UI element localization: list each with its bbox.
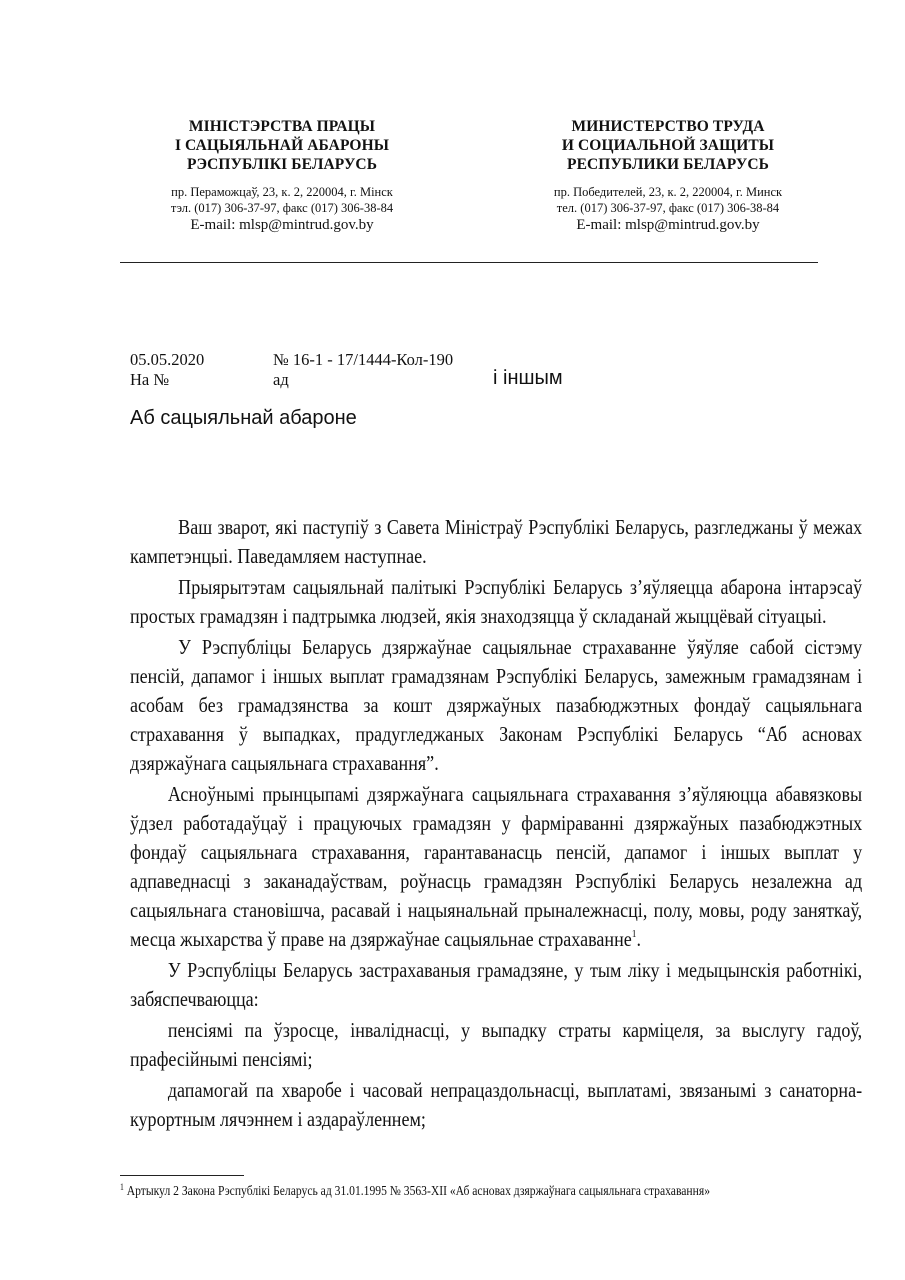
footnote-divider xyxy=(120,1175,244,1176)
email: E-mail: mlsp@mintrud.gov.by xyxy=(576,217,760,233)
footnote-text: Артыкул 2 Закона Рэспублікі Беларусь ад 31.01.1995 № 3563-XII «Аб асновах дзяржаўнага сацыяльнага страхавання» xyxy=(123,1183,711,1198)
footnote xyxy=(120,1182,851,1199)
letter-date: 05.05.2020 xyxy=(130,350,205,369)
paragraph-text: Асноўнымі прынцыпамі дзяржаўнага сацыяльнага страхавання з’яўляюцца абавязковы ўдзел работадаўцаў і працуючых грамадзян у фарміраванні дзяржаўных пазабюджэтных фондаў сацыяльнага страхавання, гарантаванасць пенсій, дапамог і іншых выплат у адпаведнасці з заканадаўствам, роўнасць грамадзян Рэспублікі Беларусь незалежна ад сацыяльнага становішча, расавай і нацыянальнай прыналежнасці, полу, мовы, роду заняткаў, месца жыхарства ў праве на дзяржаўнае сацыяльнае страхаванне xyxy=(130,782,863,951)
reference-from: ад xyxy=(273,370,289,389)
letterhead-belarusian xyxy=(112,117,452,234)
paragraph: Прыярытэтам сацыяльнай палітыкі Рэспублікі Беларусь з’яўляецца абарона інтарэсаў простых грамадзян і падтрымка людзей, якія знаходзяцца ў складанай жыццёвай сітуацыі. xyxy=(130,575,863,628)
letter-body xyxy=(130,513,862,1136)
org-line: МИНИСТЕРСТВО ТРУДА xyxy=(571,118,765,135)
paragraph: Ваш зварот, які паступіў з Савета Міністраў Рэспублікі Беларусь, разгледжаны ў межах кампетэнцыі. Паведамляем наступнае. xyxy=(130,515,863,568)
paragraph-end: . xyxy=(636,927,642,951)
org-line: РЕСПУБЛИКИ БЕЛАРУСЬ xyxy=(567,156,769,173)
contact-block-be xyxy=(112,184,452,234)
phone: тел. (017) 306-37-97, факс (017) 306-38-84 xyxy=(556,201,780,215)
letter-subject: Аб сацыяльнай абароне xyxy=(130,407,357,429)
letterhead-russian xyxy=(488,117,848,234)
org-line: МІНІСТЭРСТВА ПРАЦЫ xyxy=(188,118,376,135)
addressee: і іншым xyxy=(493,367,563,389)
footnote-marker: 1 xyxy=(120,1182,124,1192)
org-line: РЭСПУБЛІКІ БЕЛАРУСЬ xyxy=(186,156,378,173)
letterhead-divider xyxy=(120,262,818,263)
paragraph: У Рэспубліцы Беларусь застрахаваныя грамадзяне, у тым ліку і медыцынскія работнікі, забяспечваюцца: xyxy=(130,958,863,1011)
reference-label: На № xyxy=(130,370,170,389)
email: E-mail: mlsp@mintrud.gov.by xyxy=(190,217,374,233)
address: пр. Пераможцаў, 23, к. 2, 220004, г. Мінск xyxy=(171,185,393,199)
paragraph: У Рэспубліцы Беларусь дзяржаўнае сацыяльнае страхаванне ўяўляе сабой сістэму пенсій, дапамог і іншых выплат грамадзянам Рэспублікі Беларусь, замежным грамадзянам і асобам без грамадзянства за кошт дзяржаўных пазабюджэтных фондаў сацыяльнага страхавання ў выпадках, прадугледжаных Законам Рэспублікі Беларусь “Аб асновах дзяржаўнага сацыяльнага страхавання”. xyxy=(130,635,863,775)
org-name-be xyxy=(112,117,452,174)
footnote-reference[interactable]: 1 xyxy=(631,928,637,940)
letter-number: № 16-1 - 17/1444-Кол-190 xyxy=(273,350,454,369)
paragraph xyxy=(130,780,862,954)
phone: тэл. (017) 306-37-97, факс (017) 306-38-84 xyxy=(170,201,394,215)
list-paragraph: дапамогай па хваробе і часовай непрацаздольнасці, выплатамі, звязанымі з санаторна-курортным лячэннем і аздараўленнем; xyxy=(130,1078,863,1131)
org-name-ru xyxy=(488,117,848,174)
contact-block-ru xyxy=(488,184,848,234)
address: пр. Победителей, 23, к. 2, 220004, г. Минск xyxy=(553,185,783,199)
org-line: И СОЦИАЛЬНОЙ ЗАЩИТЫ xyxy=(561,137,775,154)
list-paragraph: пенсіямі па ўзросце, інваліднасці, у выпадку страты карміцеля, за выслугу гадоў, прафесійнымі пенсіямі; xyxy=(130,1018,863,1071)
org-line: І САЦЫЯЛЬНАЙ АБАРОНЫ xyxy=(174,137,390,154)
